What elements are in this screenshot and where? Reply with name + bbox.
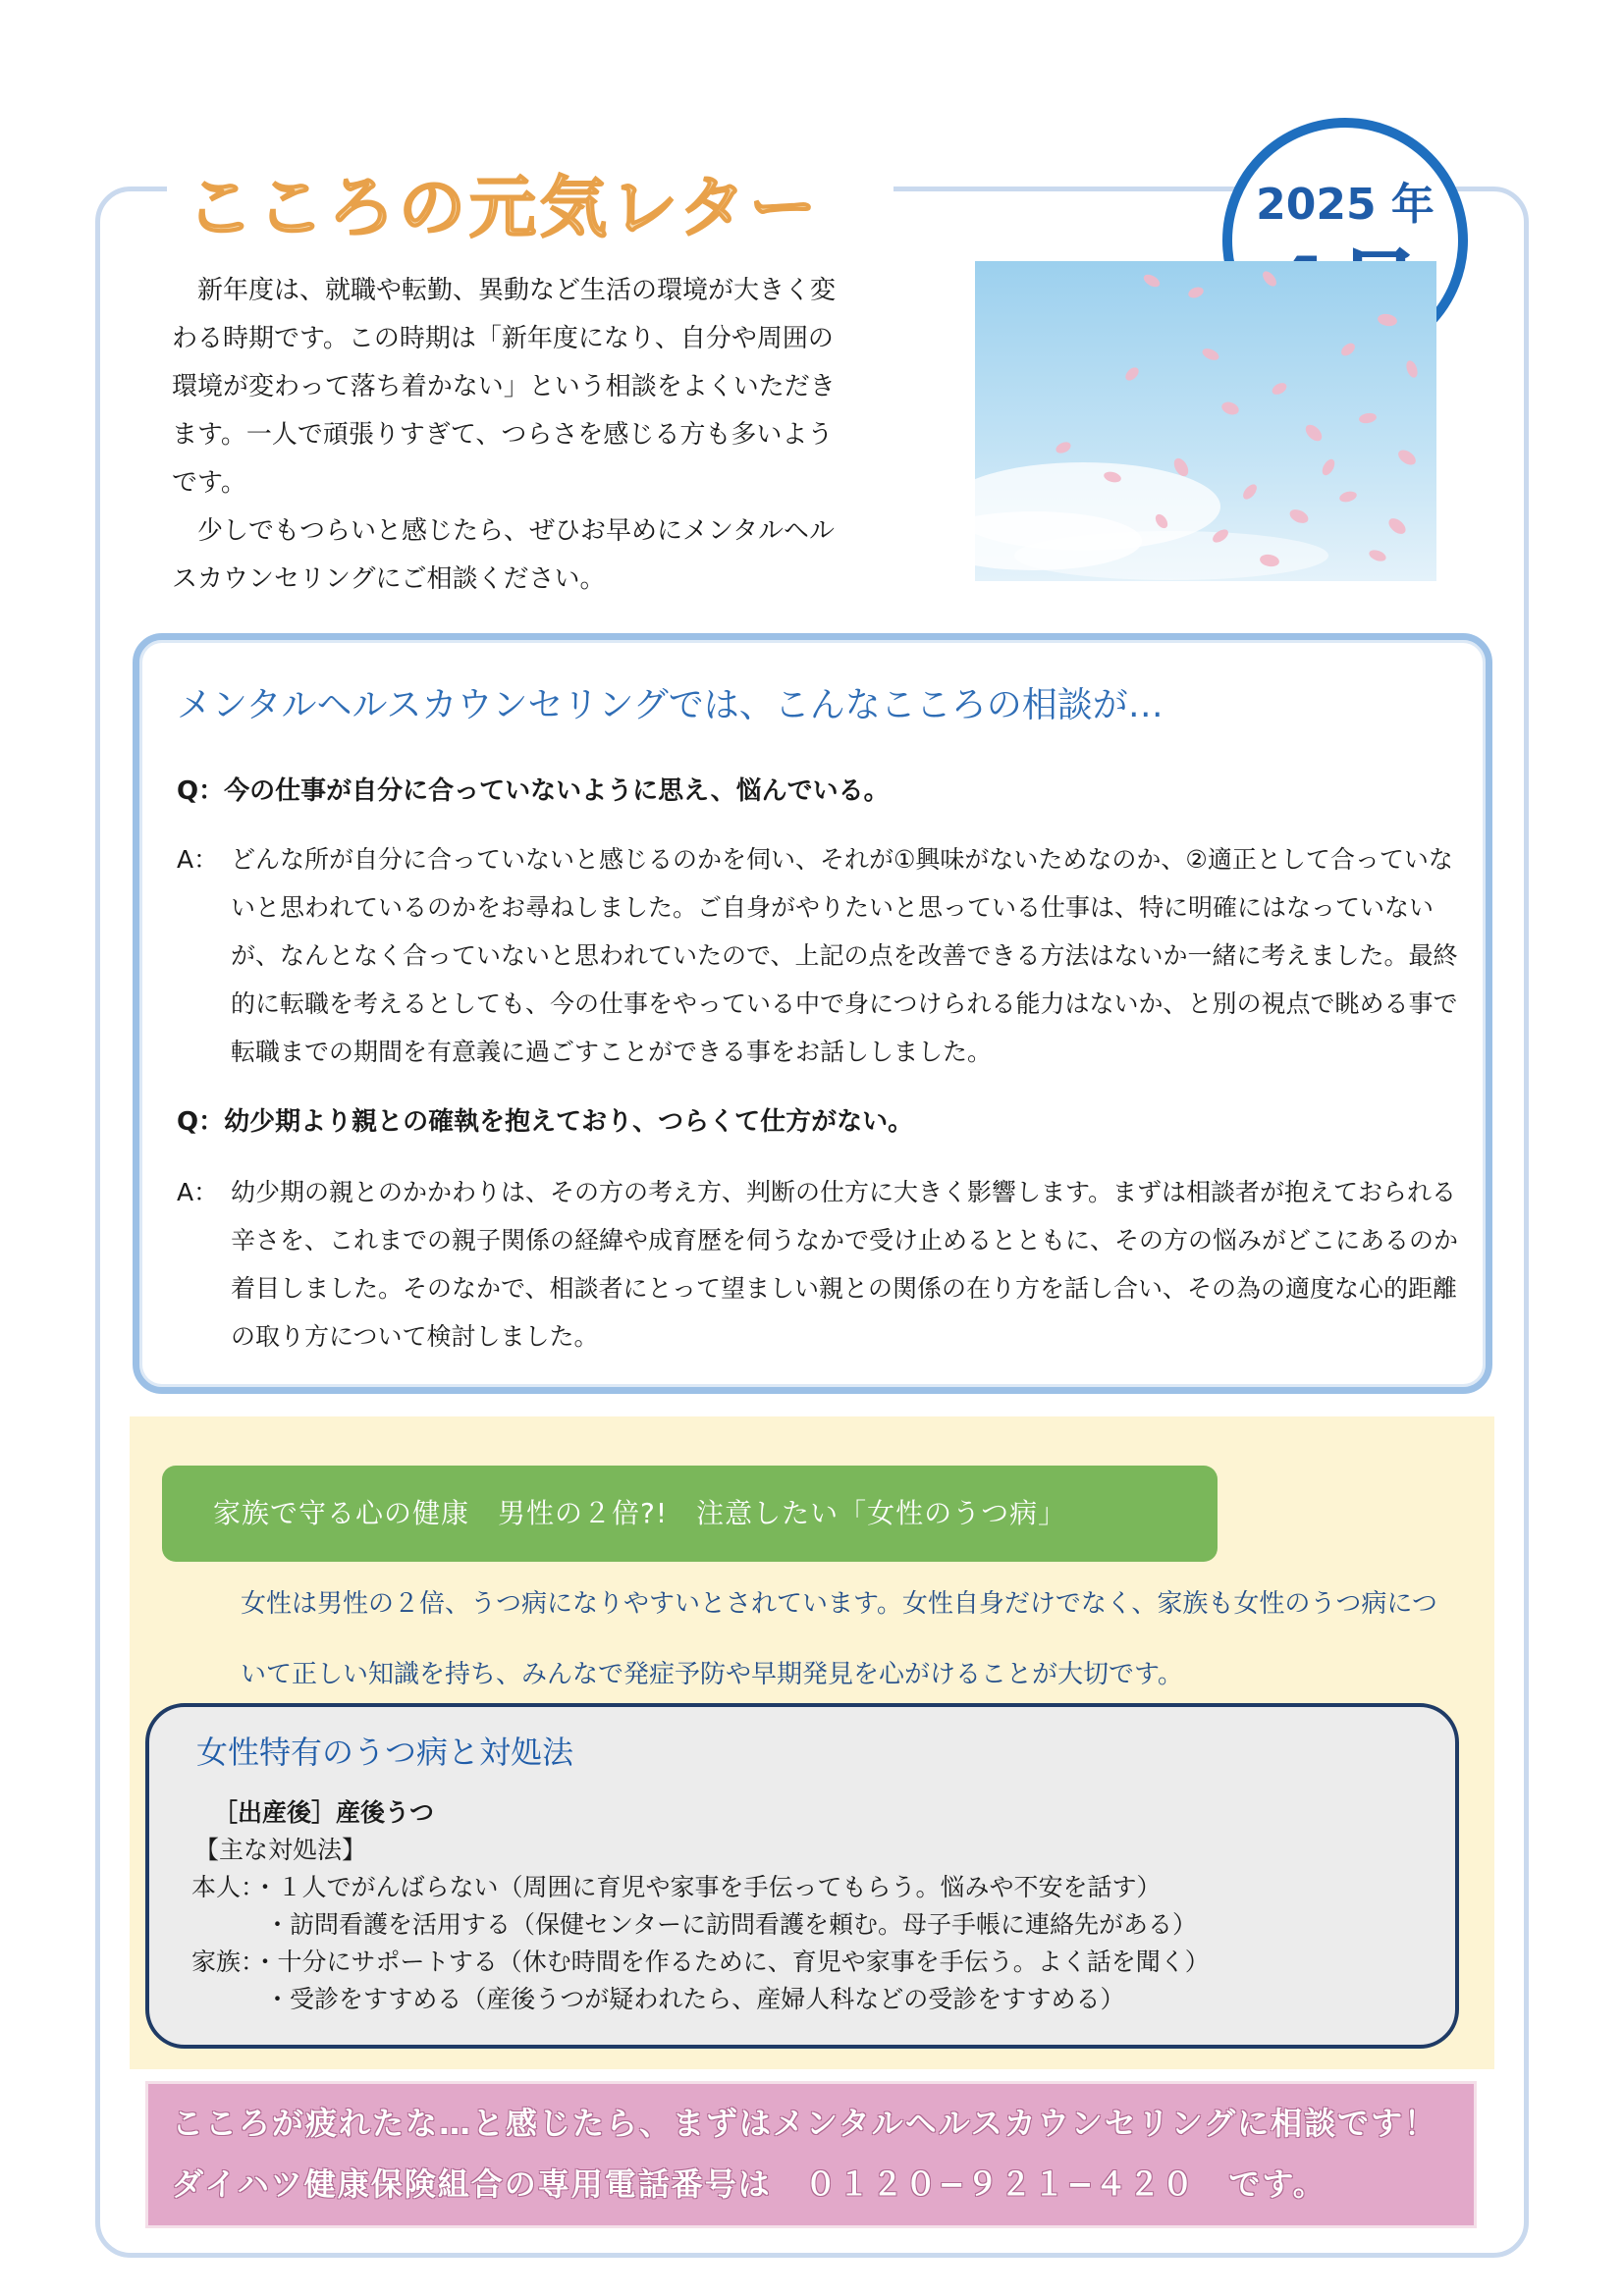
women-intro-text: 女性は男性の２倍、うつ病になりやすいとされています。女性自身だけでなく、家族も女性のうつ病について正しい知識を持ち、みんなで発症予防や早期発見を心がけることが大切です。 — [241, 1589, 1437, 1689]
measure-line: 家族：・十分にサポートする（休む時間を作るために、育児や家事を手伝う。よく話を聞く） — [191, 1948, 1210, 1976]
letter-title: こころの元気レター — [187, 170, 821, 247]
cherry-blossom-sky-image — [975, 261, 1436, 581]
answer-2 — [177, 1168, 1463, 1361]
measure-line: ・訪問看護を活用する（保健センターに訪問看護を頼む。母子手帳に連絡先がある） — [191, 1910, 1198, 1939]
measure-line: ・受診をすすめる（産後うつが疑われたら、産婦人科などの受診をすすめる） — [191, 1985, 1125, 2013]
answer-2-mark: A： — [177, 1178, 219, 1206]
women-depression-banner: 家族で守る心の健康 男性の２倍?! 注意したい「女性のうつ病」 — [162, 1466, 1218, 1562]
contact-phone-line: ダイハツ健康保険組合の専用電話番号は ０１２０−９２１−４２０ です。 — [172, 2165, 1326, 2203]
postpartum-subheading: ［出産後］産後うつ — [213, 1798, 435, 1827]
answer-1-text: どんな所が自分に合っていないと感じるのかを伺い、それが①興味がないためなのか、②適正として合っていないと思われているのかをお尋ねしました。ご自身がやりたいと思っている仕事は、特に明確にはなっていないが、なんとなく合っていないと思われていたので、上記の点を改善できる方法はないか一緒に考えました。最終的に転職を考えるとしても、今の仕事をやっている中で身につけられる能力はないか、と別の視点で眺める事で転職までの期間を有意義に過ごすことができる事をお話ししました。 — [231, 845, 1458, 1066]
question-2: Q：幼少期より親との確執を抱えており、つらくて仕方がない。 — [177, 1107, 914, 1137]
info-box-content — [191, 1794, 1210, 2018]
qa-heading: メンタルヘルスカウンセリングでは、こんなこころの相談が… — [177, 685, 1164, 725]
answer-2-text: 幼少期の親とのかかわりは、その方の考え方、判断の仕方に大きく影響します。まずは相談者が抱えておられる辛さを、これまでの親子関係の経緯や成育歴を伺うなかで受け止めるとともに、その方の悩みがどこにあるのか着目しました。そのなかで、相談者にとって望ましい親との関係の在り方を話し合い、その為の適度な心的距離の取り方について検討しました。 — [231, 1178, 1459, 1351]
intro-paragraph-2: 少しでもつらいと感じたら、ぜひお早めにメンタルヘルスカウンセリングにご相談ください。 — [172, 516, 835, 594]
answer-1 — [177, 835, 1463, 1076]
intro-paragraph-1: 新年度は、就職や転勤、異動など生活の環境が大きく変わる時期です。この時期は「新年度になり、自分や周囲の環境が変わって落ち着かない」という相談をよくいただきます。一人で頑張りすぎて、つらさを感じる方も多いようです。 — [172, 276, 837, 498]
answer-1-mark: A： — [177, 845, 219, 874]
info-box-title: 女性特有のうつ病と対処法 — [196, 1734, 574, 1771]
question-1: Q：今の仕事が自分に合っていないように思え、悩んでいる。 — [177, 776, 890, 806]
measure-line: 本人：・１人でがんばらない（周囲に育児や家事を手伝ってもらう。悩みや不安を話す） — [191, 1873, 1162, 1901]
date-year: 2025 年 — [1256, 180, 1435, 230]
contact-line-1: こころが疲れたな…と感じたら、まずはメンタルヘルスカウンセリングに相談です！ — [172, 2105, 1438, 2142]
intro-text — [172, 267, 839, 604]
measures-heading: 【主な対処法】 — [194, 1836, 367, 1864]
